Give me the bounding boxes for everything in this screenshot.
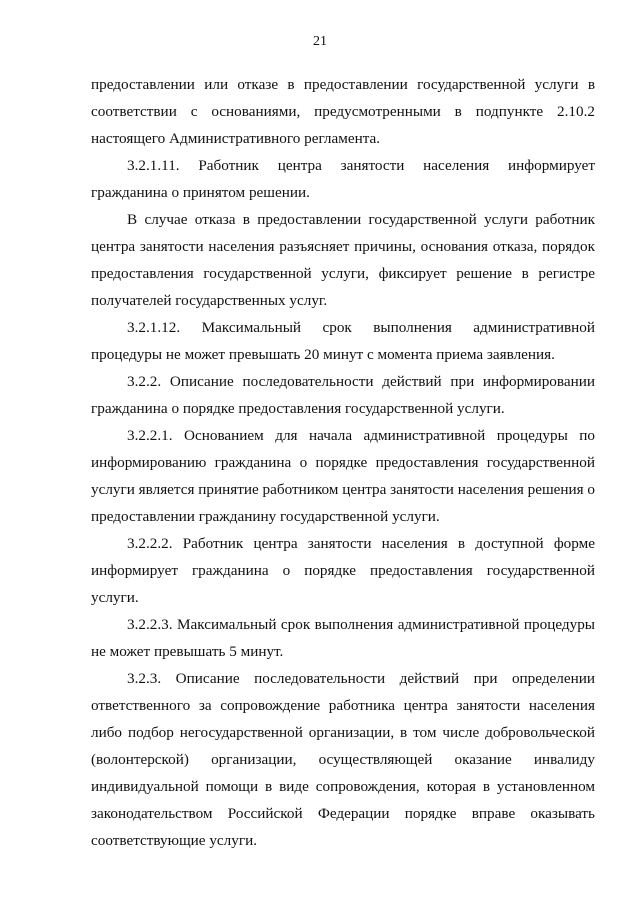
paragraph-3-2-2-1: 3.2.2.1. Основанием для начала административной процедуры по информированию гражданина о порядке предоставления государственной услуги является принятие работником центра занятости населения решения о предоставлении гражданину государственной услуги.	[91, 427, 596, 525]
paragraph-refusal: В случае отказа в предоставлении государственной услуги работник центра занятости населения разъясняет причины, основания отказа, порядок предоставления государственной услуги, фиксирует решение в регистре получателей государственных услуг.	[91, 211, 595, 309]
paragraph-3-2-2: 3.2.2. Описание последовательности действий при информировании гражданина о порядке предоставления государственной услуги.	[91, 373, 595, 417]
paragraph-3-2-2-3: 3.2.2.3. Максимальный срок выполнения административной процедуры не может превышать 5 минут.	[91, 616, 595, 660]
page-number: 21	[313, 34, 327, 49]
paragraph-3-2-3: 3.2.3. Описание последовательности действий при определении ответственного за сопровождение работника центра занятости населения либо подбор негосударственной организации, в том числе добровольческой (волонтерской) организации, осуществляющей оказание инвалиду индивидуальной помощи в виде сопровождения, которая в установленном законодательством Российской Федерации порядке вправе оказывать соответствующие услуги.	[91, 670, 595, 849]
paragraph-3-2-1-11: 3.2.1.11. Работник центра занятости населения информирует гражданина о принятом решении.	[91, 157, 595, 201]
page-body	[91, 71, 595, 854]
paragraph-3-2-2-2: 3.2.2.2. Работник центра занятости населения в доступной форме информирует гражданина о порядке предоставления государственной услуги.	[91, 535, 595, 606]
paragraph-continuation: предоставлении или отказе в предоставлении государственной услуги в соответствии с основаниями, предусмотренными в подпункте 2.10.2 настоящего Административного регламента.	[91, 76, 595, 147]
paragraph-3-2-1-12: 3.2.1.12. Максимальный срок выполнения административной процедуры не может превышать 20 минут с момента приема заявления.	[91, 319, 595, 363]
